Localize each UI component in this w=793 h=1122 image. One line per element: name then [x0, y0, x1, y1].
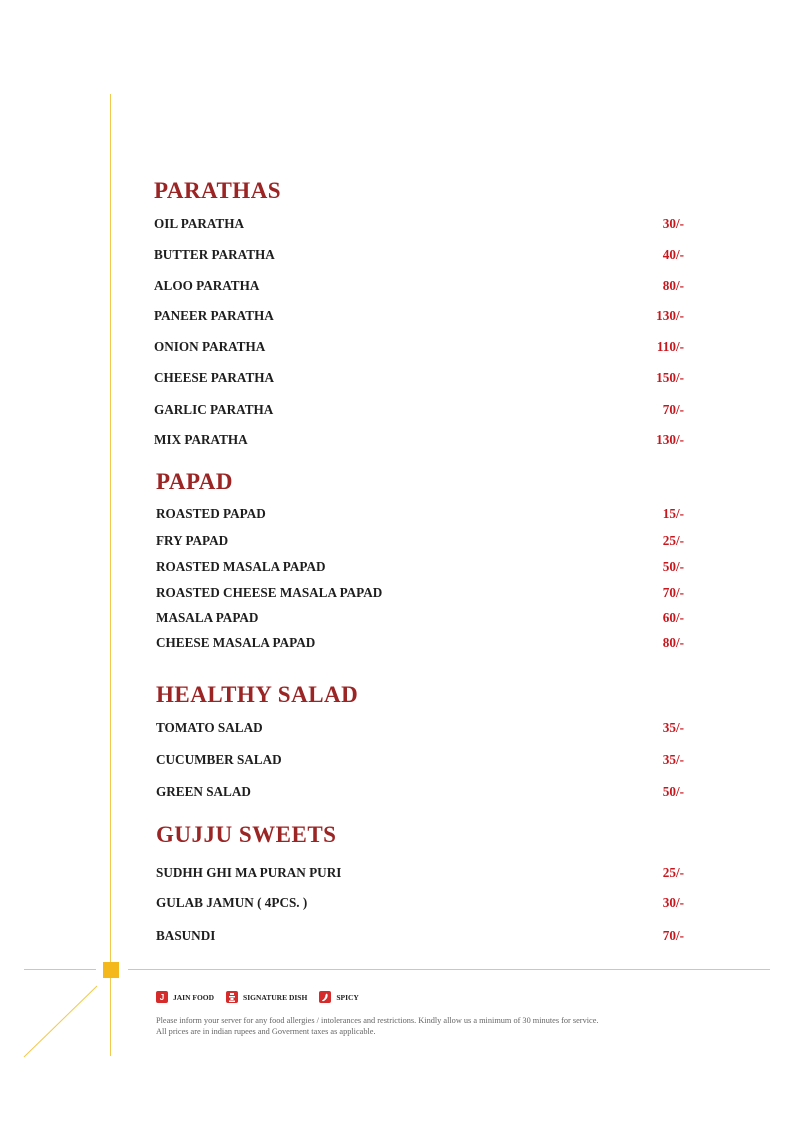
decorative-yellow-square — [103, 962, 119, 978]
menu-item-row — [154, 278, 684, 294]
item-price: 50/- — [662, 784, 684, 799]
menu-item-row — [156, 784, 684, 800]
item-price: 60/- — [662, 610, 684, 625]
item-name: BUTTER PARATHA — [154, 247, 275, 262]
decorative-vertical-line — [110, 94, 111, 1056]
item-price: 80/- — [662, 278, 684, 293]
item-price: 40/- — [662, 247, 684, 262]
item-name: CHEESE PARATHA — [154, 370, 275, 385]
menu-item-row — [156, 752, 684, 768]
menu-item-row — [156, 585, 684, 601]
item-name: CHEESE MASALA PAPAD — [156, 635, 316, 650]
item-name: GARLIC PARATHA — [154, 402, 274, 417]
legend-signature — [226, 991, 307, 1003]
item-price: 35/- — [662, 720, 684, 735]
item-name: MIX PARATHA — [154, 432, 248, 447]
item-price: 110/- — [656, 339, 684, 354]
item-name: MASALA PAPAD — [156, 610, 259, 625]
item-price: 50/- — [662, 559, 684, 574]
menu-item-row — [156, 720, 684, 736]
item-name: ONION PARATHA — [154, 339, 266, 354]
item-name: ROASTED MASALA PAPAD — [156, 559, 326, 574]
menu-item-row — [156, 533, 684, 549]
item-price: 70/- — [662, 928, 684, 943]
item-name: OIL PARATHA — [154, 216, 244, 231]
section-healthy-salad — [156, 682, 684, 799]
item-name: ROASTED CHEESE MASALA PAPAD — [156, 585, 383, 600]
legend-spicy — [319, 991, 359, 1003]
legend-spicy-label: SPICY — [336, 992, 359, 1002]
menu-item-row — [154, 339, 684, 355]
menu-item-row — [154, 216, 684, 232]
item-price: 150/- — [656, 370, 684, 385]
item-price: 30/- — [662, 895, 684, 910]
item-price: 70/- — [662, 402, 684, 417]
menu-item-row — [154, 247, 684, 263]
spicy-chili-icon — [319, 991, 331, 1003]
item-name: BASUNDI — [156, 928, 216, 943]
item-price: 130/- — [656, 308, 684, 323]
menu-item-row — [154, 308, 684, 324]
item-price: 70/- — [662, 585, 684, 600]
menu-item-row — [156, 506, 684, 522]
item-price: 25/- — [662, 865, 684, 880]
decorative-horizontal-line-left — [24, 969, 96, 970]
item-name: GULAB JAMUN ( 4PCS. ) — [156, 895, 308, 910]
section-papad — [156, 469, 684, 650]
item-name: SUDHH GHI MA PURAN PURI — [156, 865, 342, 880]
item-price: 30/- — [662, 216, 684, 231]
legend-jain — [156, 991, 214, 1003]
item-name: CUCUMBER SALAD — [156, 752, 282, 767]
section-parathas — [154, 178, 684, 447]
footer-note-line-2: All prices are in indian rupees and Goverment taxes as applicable. — [156, 1027, 376, 1036]
jain-food-icon: J — [156, 991, 168, 1003]
item-price: 35/- — [662, 752, 684, 767]
menu-item-row — [154, 370, 684, 386]
menu-item-row — [156, 895, 684, 911]
menu-item-row — [156, 610, 684, 626]
section-gujju-sweets — [156, 822, 684, 943]
menu-item-row — [156, 635, 684, 651]
item-name: TOMATO SALAD — [156, 720, 263, 735]
menu-item-row — [156, 559, 684, 575]
legend-jain-label: JAIN FOOD — [173, 992, 215, 1002]
menu-item-row — [156, 928, 684, 944]
section-title: PARATHAS — [154, 178, 282, 203]
section-title: PAPAD — [156, 469, 234, 494]
item-price: 15/- — [662, 506, 684, 521]
menu-item-row — [154, 432, 684, 448]
item-price: 130/- — [656, 432, 684, 447]
legend-signature-label: SIGNATURE DISH — [243, 992, 308, 1002]
section-title: HEALTHY SALAD — [156, 682, 359, 707]
item-name: ROASTED PAPAD — [156, 506, 266, 521]
footer-note-line-1: Please inform your server for any food allergies / intolerances and restrictions. Kindly allow us a minimum of 30 minutes for service. — [156, 1016, 599, 1025]
signature-dish-icon — [226, 991, 238, 1003]
legend — [156, 991, 371, 1003]
item-name: FRY PAPAD — [156, 533, 229, 548]
item-name: GREEN SALAD — [156, 784, 251, 799]
section-title: GUJJU SWEETS — [156, 822, 337, 847]
menu-item-row — [156, 865, 684, 881]
item-price: 25/- — [662, 533, 684, 548]
footer-note — [156, 1015, 598, 1037]
menu-item-row — [154, 402, 684, 418]
decorative-horizontal-line-right — [128, 969, 770, 970]
item-name: ALOO PARATHA — [154, 278, 260, 293]
item-price: 80/- — [662, 635, 684, 650]
item-name: PANEER PARATHA — [154, 308, 274, 323]
